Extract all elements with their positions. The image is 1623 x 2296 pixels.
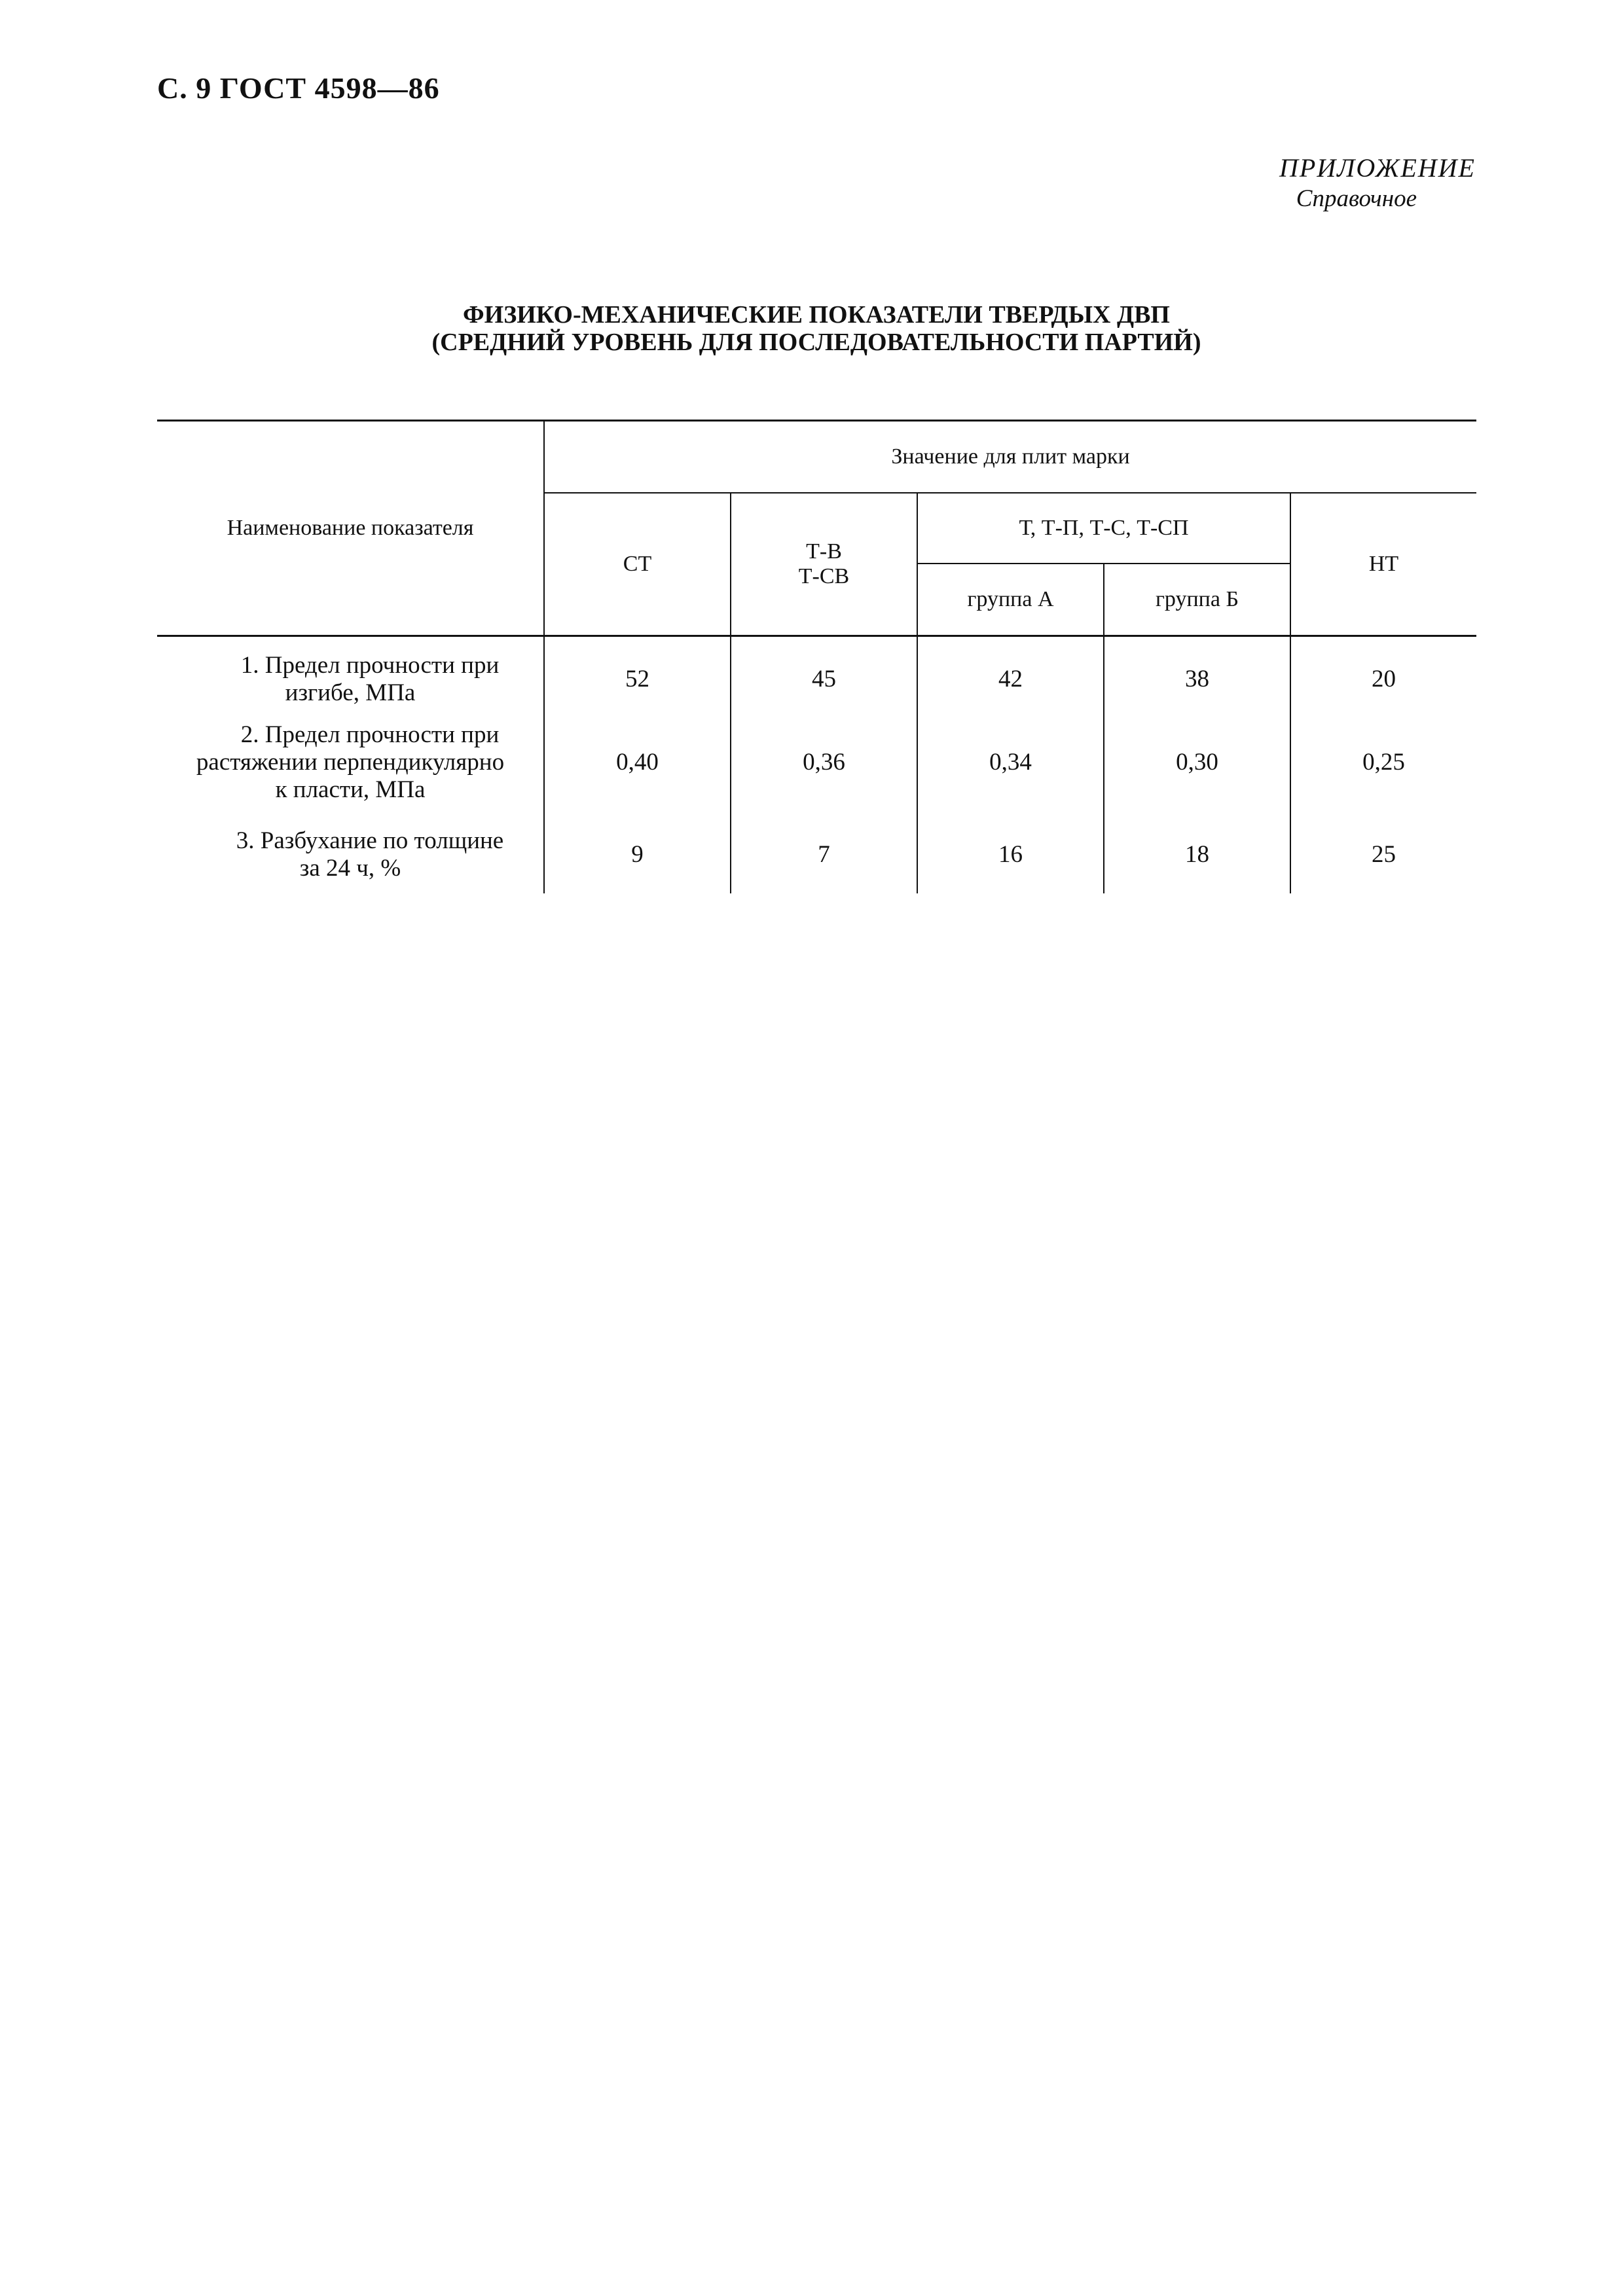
value-cell: 0,40 (544, 709, 731, 816)
column-header-indicator-name: Наименование показателя (157, 421, 544, 636)
appendix-type: Справочное (1296, 185, 1417, 212)
column-header-nt: НТ (1290, 493, 1476, 636)
value-cell: 0,30 (1104, 709, 1290, 816)
column-header-tv-line1: Т-В (806, 539, 842, 564)
value-cell: 0,25 (1290, 709, 1476, 816)
column-header-ct: СТ (544, 493, 731, 636)
value-cell: 42 (917, 636, 1104, 709)
value-cell: 16 (917, 816, 1104, 893)
column-header-tv (731, 493, 917, 636)
column-header-group-a: группа А (917, 564, 1104, 636)
column-header-values-group: Значение для плит марки (544, 421, 1476, 493)
appendix-label: ПРИЛОЖЕНИЕ (1279, 153, 1476, 183)
value-cell: 38 (1104, 636, 1290, 709)
value-cell: 20 (1290, 636, 1476, 709)
indicator-name-line: 2. Предел прочности при (240, 721, 500, 748)
indicator-name-line: 1. Предел прочности при (240, 651, 500, 679)
value-cell: 0,34 (917, 709, 1104, 816)
indicator-name (157, 636, 544, 709)
column-header-t-group: Т, Т-П, Т-С, Т-СП (917, 493, 1290, 564)
table-row (157, 709, 1476, 816)
appendix-label-block (1279, 152, 1476, 213)
value-cell: 18 (1104, 816, 1290, 893)
indicator-name-line: за 24 ч, % (299, 854, 401, 882)
page-header: С. 9 ГОСТ 4598—86 (157, 71, 440, 105)
indicator-name (157, 816, 544, 893)
indicator-name-line: 3. Разбухание по толщине (236, 827, 504, 854)
table-row (157, 816, 1476, 893)
table-row (157, 636, 1476, 709)
value-cell: 45 (731, 636, 917, 709)
value-cell: 9 (544, 816, 731, 893)
indicator-name-line: растяжении перпендикулярно (196, 748, 505, 776)
document-title-line1: ФИЗИКО-МЕХАНИЧЕСКИЕ ПОКАЗАТЕЛИ ТВЕРДЫХ ДВП (463, 301, 1170, 329)
value-cell: 0,36 (731, 709, 917, 816)
column-header-group-b: группа Б (1104, 564, 1290, 636)
value-cell: 7 (731, 816, 917, 893)
indicator-name-line: к пласти, МПа (275, 776, 426, 803)
properties-table (157, 420, 1476, 893)
indicator-name-line: изгибе, МПа (285, 679, 416, 706)
value-cell: 52 (544, 636, 731, 709)
indicator-name (157, 709, 544, 816)
document-title-line2: (СРЕДНИЙ УРОВЕНЬ ДЛЯ ПОСЛЕДОВАТЕЛЬНОСТИ ПАРТИЙ) (431, 329, 1201, 356)
value-cell: 25 (1290, 816, 1476, 893)
column-header-tv-line2: Т-СВ (798, 564, 850, 588)
document-title (157, 301, 1476, 356)
